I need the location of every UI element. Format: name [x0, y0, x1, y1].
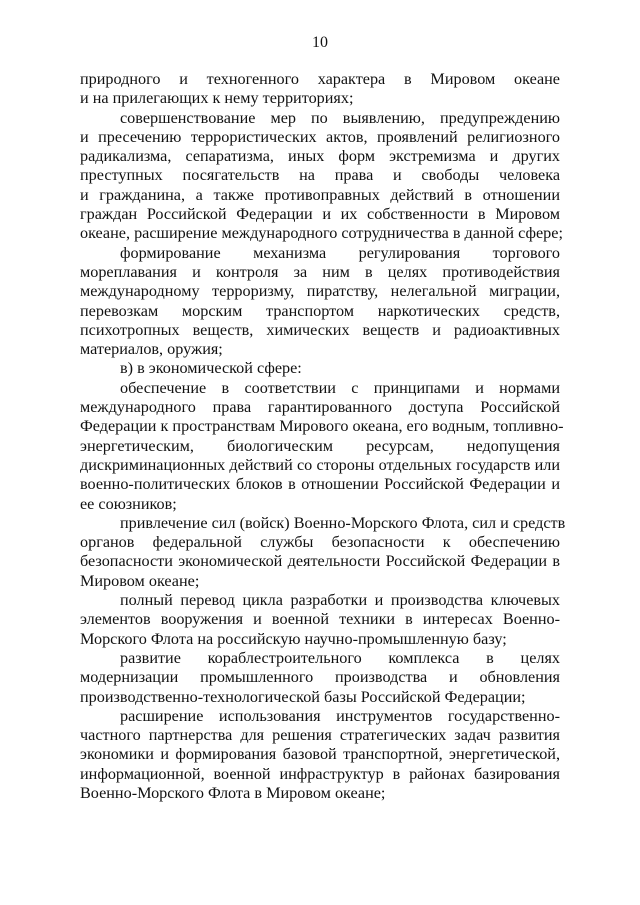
text-line: Военно-Морского Флота в Мировом океане;	[80, 783, 386, 802]
paragraph	[80, 378, 564, 514]
text-line: безопасности экономической деятельности Российской Федерации в	[80, 552, 560, 571]
text-line: дискриминационных действий со стороны отдельных государств или	[80, 455, 560, 474]
text-line: международному терроризму, пиратству, нелегальной миграции,	[80, 282, 560, 301]
text-line: граждан Российской Федерации и их собственности в Мировом	[80, 205, 560, 224]
text-line: элементов вооружения и военной техники в интересах Военно-	[80, 610, 560, 629]
text-line: расширение использования инструментов государственно-	[120, 706, 560, 725]
text-line: модернизации промышленного производства и обновления	[80, 668, 560, 687]
text-line: ее союзников;	[80, 494, 177, 513]
page-number: 10	[312, 34, 328, 51]
text-line: в) в экономической сфере:	[120, 359, 302, 378]
text-line: и пресечению террористических актов, проявлений религиозного	[80, 127, 560, 146]
text-line: военно-политических блоков в отношении Российской Федерации и	[80, 475, 560, 494]
text-line: Мировом океане;	[80, 571, 200, 590]
text-line: информационной, военной инфраструктур в районах базирования	[80, 764, 560, 783]
text-line: органов федеральной службы безопасности к обеспечению	[80, 533, 560, 552]
text-line: природного и техногенного характера в Мировом океане	[80, 70, 560, 88]
text-line: международного права гарантированного доступа Российской	[80, 398, 560, 417]
text-line: перевозкам морским транспортом наркотических средств,	[80, 301, 560, 320]
text-line: энергетическим, биологическим ресурсам, недопущения	[80, 436, 560, 455]
text-line: и гражданина, а также противоправных действий в отношении	[80, 185, 560, 204]
text-line: Морского Флота на российскую научно-промышленную базу;	[80, 629, 507, 648]
text-line: формирование механизма регулирования торгового	[120, 243, 560, 262]
paragraph	[80, 707, 560, 803]
paragraph	[80, 513, 566, 591]
text-line: материалов, оружия;	[80, 340, 223, 359]
text-line: мореплавания и контроля за ним в целях противодействия	[80, 262, 560, 281]
text-line: радикализма, сепаратизма, иных форм экстремизма и других	[80, 147, 560, 166]
paragraph	[80, 70, 560, 109]
text-line: психотропных веществ, химических веществ и радиоактивных	[80, 320, 560, 339]
text-line: Федерации к пространствам Мирового океана, его водным, топливно-	[80, 417, 564, 436]
text-line: развитие кораблестроительного комплекса в целях	[120, 648, 560, 667]
paragraph	[80, 591, 560, 649]
text-line: частного партнерства для решения стратегических задач развития	[80, 726, 560, 745]
paragraph	[80, 359, 560, 378]
paragraph	[80, 108, 563, 244]
paragraph	[80, 649, 560, 707]
document-body	[80, 70, 566, 803]
text-line: совершенствование мер по выявлению, предупреждению	[120, 108, 560, 127]
text-line: производственно-технологической базы Российской Федерации;	[80, 687, 526, 706]
text-line: обеспечение в соответствии с принципами и нормами	[120, 378, 560, 397]
text-line: экономики и формирования базовой транспортной, энергетической,	[80, 745, 560, 764]
text-line: океане, расширение международного сотрудничества в данной сфере;	[80, 224, 563, 243]
text-line: полный перевод цикла разработки и производства ключевых	[120, 591, 560, 610]
text-line: и на прилегающих к нему территориях;	[80, 89, 354, 108]
text-line: привлечение сил (войск) Военно-Морского Флота, сил и средств	[120, 513, 566, 532]
paragraph	[80, 244, 560, 360]
text-line: преступных посягательств на права и свободы человека	[80, 166, 560, 185]
